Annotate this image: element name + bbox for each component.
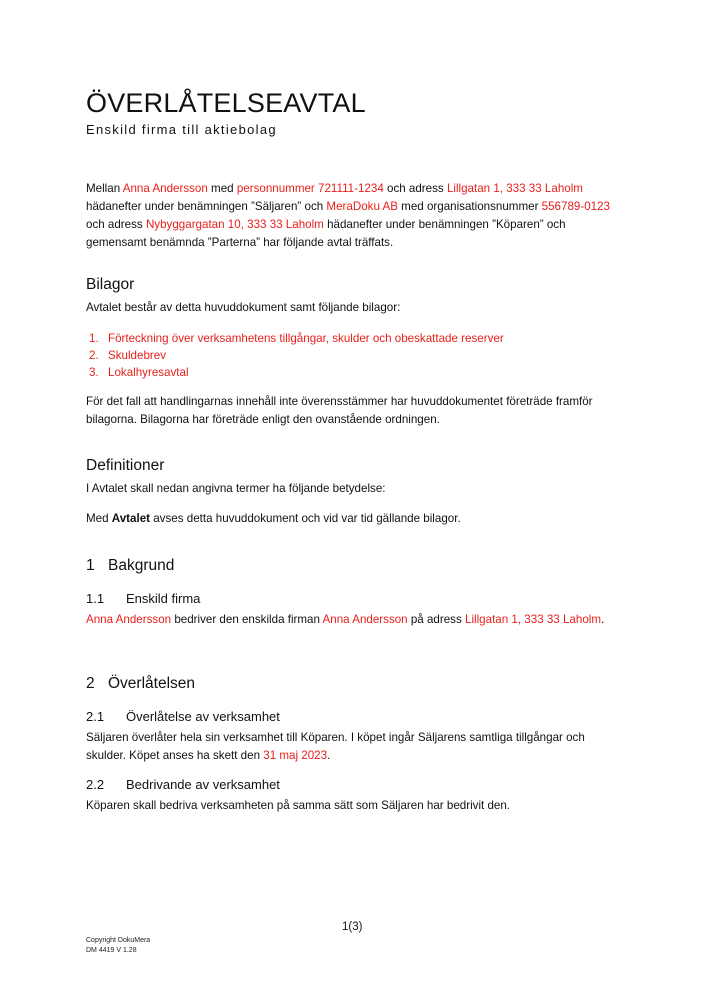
owner-name-field: Anna Andersson xyxy=(86,613,172,626)
section-text: på adress xyxy=(407,613,465,626)
list-item-label: Lokalhyresavtal xyxy=(108,366,189,379)
section-text: bedriver den enskilda firman xyxy=(171,613,323,626)
section-text: Säljaren överlåter hela sin verksamhet till Köparen. I köpet ingår Säljarens samtliga tillgångar och skulder. Köpet anses ha skett den xyxy=(86,731,585,762)
section-2-heading xyxy=(86,675,195,693)
intro-text: hädanefter under benämningen ”Köparen” och gemensamt benämnda ”Parterna” har följande avtal träffats. xyxy=(86,218,566,249)
list-item xyxy=(86,330,504,347)
section-number: 2 xyxy=(86,675,95,692)
intro-text: Mellan xyxy=(86,182,123,195)
section-1-heading xyxy=(86,557,174,575)
document-title: ÖVERLÅTELSEAVTAL xyxy=(86,88,366,118)
list-item-number: 1. xyxy=(89,332,99,345)
list-item xyxy=(86,347,504,364)
definitioner-lead: I Avtalet skall nedan angivna termer ha följande betydelse: xyxy=(86,482,386,495)
intro-text: och adress xyxy=(86,218,146,231)
section-text: . xyxy=(601,613,605,626)
definition-text: avses detta huvuddokument och vid var tid gällande bilagor. xyxy=(150,512,461,525)
seller-name-field: Anna Andersson xyxy=(122,182,208,195)
section-2-2-text: Köparen skall bedriva verksamheten på samma sätt som Säljaren har bedrivit den. xyxy=(86,799,511,812)
section-text: . xyxy=(327,749,331,762)
list-item-number: 2. xyxy=(89,349,99,362)
section-title: Bakgrund xyxy=(108,557,175,574)
page-number: 1(3) xyxy=(342,921,363,933)
section-number: 1 xyxy=(86,557,95,574)
list-item xyxy=(86,364,504,381)
definition-avtalet xyxy=(86,510,626,528)
seller-address-field: Lillgatan 1, 333 33 Laholm xyxy=(446,182,583,195)
section-title: Överlåtelse av verksamhet xyxy=(126,709,280,724)
buyer-address-field: Nybyggargatan 10, 333 33 Laholm xyxy=(145,218,324,231)
bilagor-note: För det fall att handlingarnas innehåll inte överensstämmer har huvuddokumentet företräde framför bilagorna. Bilagorna har företräde enligt den ovanstående ordningen. xyxy=(86,395,593,426)
intro-text: och adress xyxy=(383,182,447,195)
intro-paragraph xyxy=(86,180,626,252)
list-item-label: Skuldebrev xyxy=(108,349,167,362)
section-1-1-text xyxy=(86,611,626,629)
section-number: 2.2 xyxy=(86,777,105,792)
copyright-text: Copyright DokuMera xyxy=(86,937,151,944)
definition-text: Med xyxy=(86,512,112,525)
section-1-1-heading xyxy=(86,591,200,606)
list-item-number: 3. xyxy=(89,366,99,379)
section-title: Bedrivande av verksamhet xyxy=(126,777,280,792)
firm-name-field: Anna Andersson xyxy=(322,613,408,626)
section-title: Enskild firma xyxy=(126,591,201,606)
definitioner-heading: Definitioner xyxy=(86,457,165,474)
intro-text: hädanefter under benämningen ”Säljaren” och xyxy=(86,200,327,213)
section-2-1-heading xyxy=(86,709,280,724)
document-subtitle: Enskild firma till aktiebolag xyxy=(86,122,277,137)
intro-text: med xyxy=(207,182,237,195)
section-number: 2.1 xyxy=(86,709,105,724)
section-2-1-text xyxy=(86,729,626,765)
transfer-date-field: 31 maj 2023 xyxy=(263,749,328,762)
firm-address-field: Lillgatan 1, 333 33 Laholm xyxy=(465,613,602,626)
list-item-label: Förteckning över verksamhetens tillgångar, skulder och obeskattade reserver xyxy=(108,332,504,345)
section-title: Överlåtelsen xyxy=(108,675,196,692)
definition-term: Avtalet xyxy=(111,512,151,525)
buyer-orgnr-field: 556789-0123 xyxy=(541,200,610,213)
bilagor-heading: Bilagor xyxy=(86,276,135,293)
section-number: 1.1 xyxy=(86,591,105,606)
document-id: DM 4419 V 1.28 xyxy=(86,947,137,954)
buyer-name-field: MeraDoku AB xyxy=(326,200,398,213)
footer-copyright xyxy=(86,936,150,956)
attachment-list xyxy=(86,330,504,381)
section-2-2-heading xyxy=(86,777,280,792)
bilagor-lead: Avtalet består av detta huvuddokument samt följande bilagor: xyxy=(86,301,401,314)
seller-pnr-field: personnummer 721111-1234 xyxy=(236,182,384,195)
intro-text: med organisationsnummer xyxy=(397,200,542,213)
